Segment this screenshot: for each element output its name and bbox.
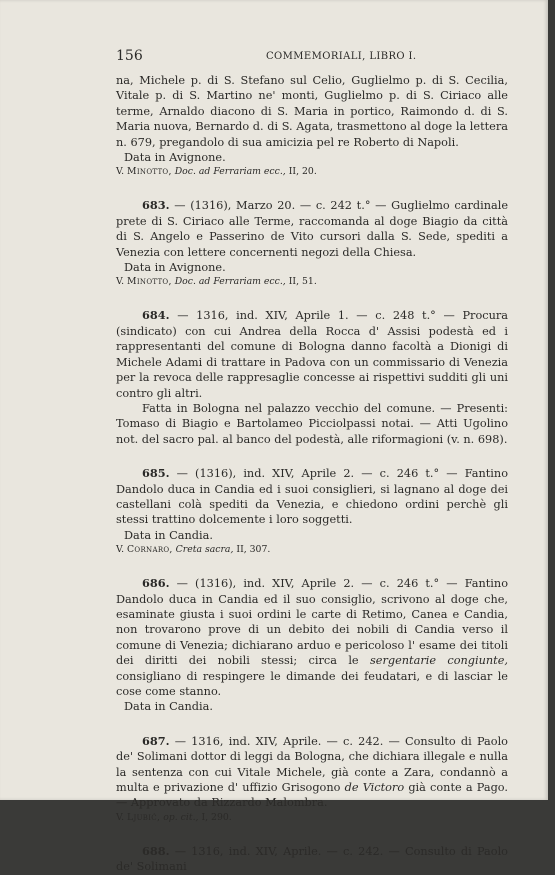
entry-687 <box>116 734 508 825</box>
ref-author: Minotto, <box>127 166 172 178</box>
entry-text <box>116 576 508 699</box>
ref-author: Minotto, <box>127 276 172 288</box>
page-number: 156 <box>116 48 143 64</box>
entry-place: Data in Avignone. <box>124 261 226 275</box>
entry-reference <box>116 275 508 289</box>
spacer <box>116 179 508 198</box>
ref-location: II, 51. <box>288 276 317 288</box>
entry-number: 684. <box>142 308 170 323</box>
ref-location: II, 20. <box>288 166 317 178</box>
entry-italic-name: de Victoro <box>344 781 405 795</box>
ref-author: Cornaro, <box>127 544 173 556</box>
entry-684 <box>116 308 508 447</box>
entry-number: 685. <box>142 466 170 481</box>
running-title: COMMEMORIALI, LIBRO I. <box>266 51 417 62</box>
entry-683 <box>116 198 508 289</box>
entry-number: 688. <box>142 843 170 858</box>
entry-text <box>116 308 508 400</box>
ref-title: op. cit., <box>163 811 199 823</box>
ref-prefix: V. <box>116 811 125 823</box>
entry-688 <box>116 844 508 875</box>
entry-place: Data in Candia. <box>124 700 213 714</box>
entry-body-end: consigliano di respingere le dimande dei feudatari, e di lasciar le cose come stanno. <box>116 669 508 698</box>
entry-body: — (1316), Marzo 20. — c. 242 t.° — Guglielmo cardinale prete di S. Ciriaco alle Terme, raccomanda al doge Biagio da città di S. Angelo e Passerino de Vito cursori dalla S. Sede, spediti a Venezia con lettere concernenti negozi della Chiesa. <box>116 199 509 259</box>
entry-text <box>116 844 508 875</box>
entry-body: — (1316), ind. XIV, Aprile 2. — c. 246 t.° — Fantino Dandolo duca in Candia ed il suo consiglio, scrivono al doge che, esaminate giusta i suoi ordini le carte di Retimo, Canea e Candia, non trovarono prove di un debito dei nobili di Candia verso il comune di Venezia; dichiarano arduo e pericoloso l' esame dei titoli dei diritti dei nobili stessi; circa le <box>116 577 509 668</box>
entry-reference <box>116 165 508 179</box>
spacer <box>116 289 508 308</box>
entry-number: 687. <box>142 733 170 748</box>
ref-title: Doc. ad Ferrariam ecc., <box>174 166 286 178</box>
ref-prefix: V. <box>116 544 125 556</box>
entry-686 <box>116 576 508 715</box>
spacer <box>116 557 508 576</box>
entry-body: — 1316, ind. XIV, Aprile. — c. 242. — Consulto di Paolo de' Solimani <box>116 844 508 874</box>
entry-body: — 1316, ind. XIV, Aprile. — c. 242. — Consulto di Paolo de' Solimani dottor di leggi da Bologna, che dichiara illegale e nulla la sentenza con cui Vitale Michele, già conte a Zara, condannò a multa e privazione d' uffizio Grisogono <box>116 734 508 795</box>
entry-text <box>116 198 508 260</box>
entry-place: Data in Avignone. <box>124 151 226 165</box>
entry-place: Data in Candia. <box>124 528 213 542</box>
entry-text: na, Michele p. di S. Stefano sul Celio, Guglielmo p. di S. Cecilia, Vitale p. di S. Martino ne' monti, Guglielmo p. di S. Ciriaco alle terme, Arnaldo diacono di S. Maria in portico, Raimondo d. di S. Maria nuova, Bernardo d. di S. Agata, trasmettono al doge la lettera n. 679, pregandolo di sua amicizia pel re Roberto di Napoli. <box>116 74 508 149</box>
entry-body: — (1316), ind. XIV, Aprile 2. — c. 246 t.° — Fantino Dandolo duca in Candia ed i suoi consiglieri, si lagnano al doge dei castellani colà spediti da Venezia, e chiedono ordini perchè gli stessi trattino dolcemente i loro soggetti. <box>116 467 509 527</box>
entry-body: — 1316, ind. XIV, Aprile 1. — c. 248 t.° — Procura (sindicato) con cui Andrea della Rocca d' Assisi podestà ed i rappresentanti del comune di Bologna danno facoltà a Dionigi di Michele Adami di trattare in Padova con un commissario di Venezia per la revoca delle rappresaglie concesse ai rispettivi sudditi gli uni contro gli altri. <box>116 309 508 400</box>
ref-author: Ljubić, <box>127 811 161 823</box>
entry-reference <box>116 811 508 825</box>
ref-title: Doc. ad Ferrariam ecc., <box>174 276 286 288</box>
entry-place: Fatta in Bologna nel palazzo vecchio del comune. — Presenti: Tomaso di Biagio e Bartolameo Picciolpassi notai. — Atti Ugolino not. del sacro pal. al banco del podestà, alle riformagioni (v. n. 698). <box>116 401 508 446</box>
entry-italic-term: sergentarie congiunte, <box>369 654 509 668</box>
entry-685 <box>116 466 508 557</box>
page-header <box>116 48 508 64</box>
page-content <box>116 73 508 875</box>
spacer <box>116 825 508 844</box>
entry-text <box>116 466 508 528</box>
ref-location: II, 307. <box>236 544 271 556</box>
ref-location: I, 290. <box>201 811 232 823</box>
ref-prefix: V. <box>116 276 125 288</box>
entry-number: 686. <box>142 576 170 591</box>
entry-number: 683. <box>142 198 170 213</box>
entry-body-end: già conte a Pago. — Approvato da Rizzardo Malombra. <box>116 781 509 810</box>
spacer <box>116 715 508 734</box>
ref-prefix: V. <box>116 166 125 178</box>
spacer <box>116 447 508 466</box>
entry-reference <box>116 543 508 557</box>
entry-text <box>116 734 508 811</box>
ref-title: Creta sacra, <box>175 544 234 556</box>
entry-continuation <box>116 73 508 179</box>
